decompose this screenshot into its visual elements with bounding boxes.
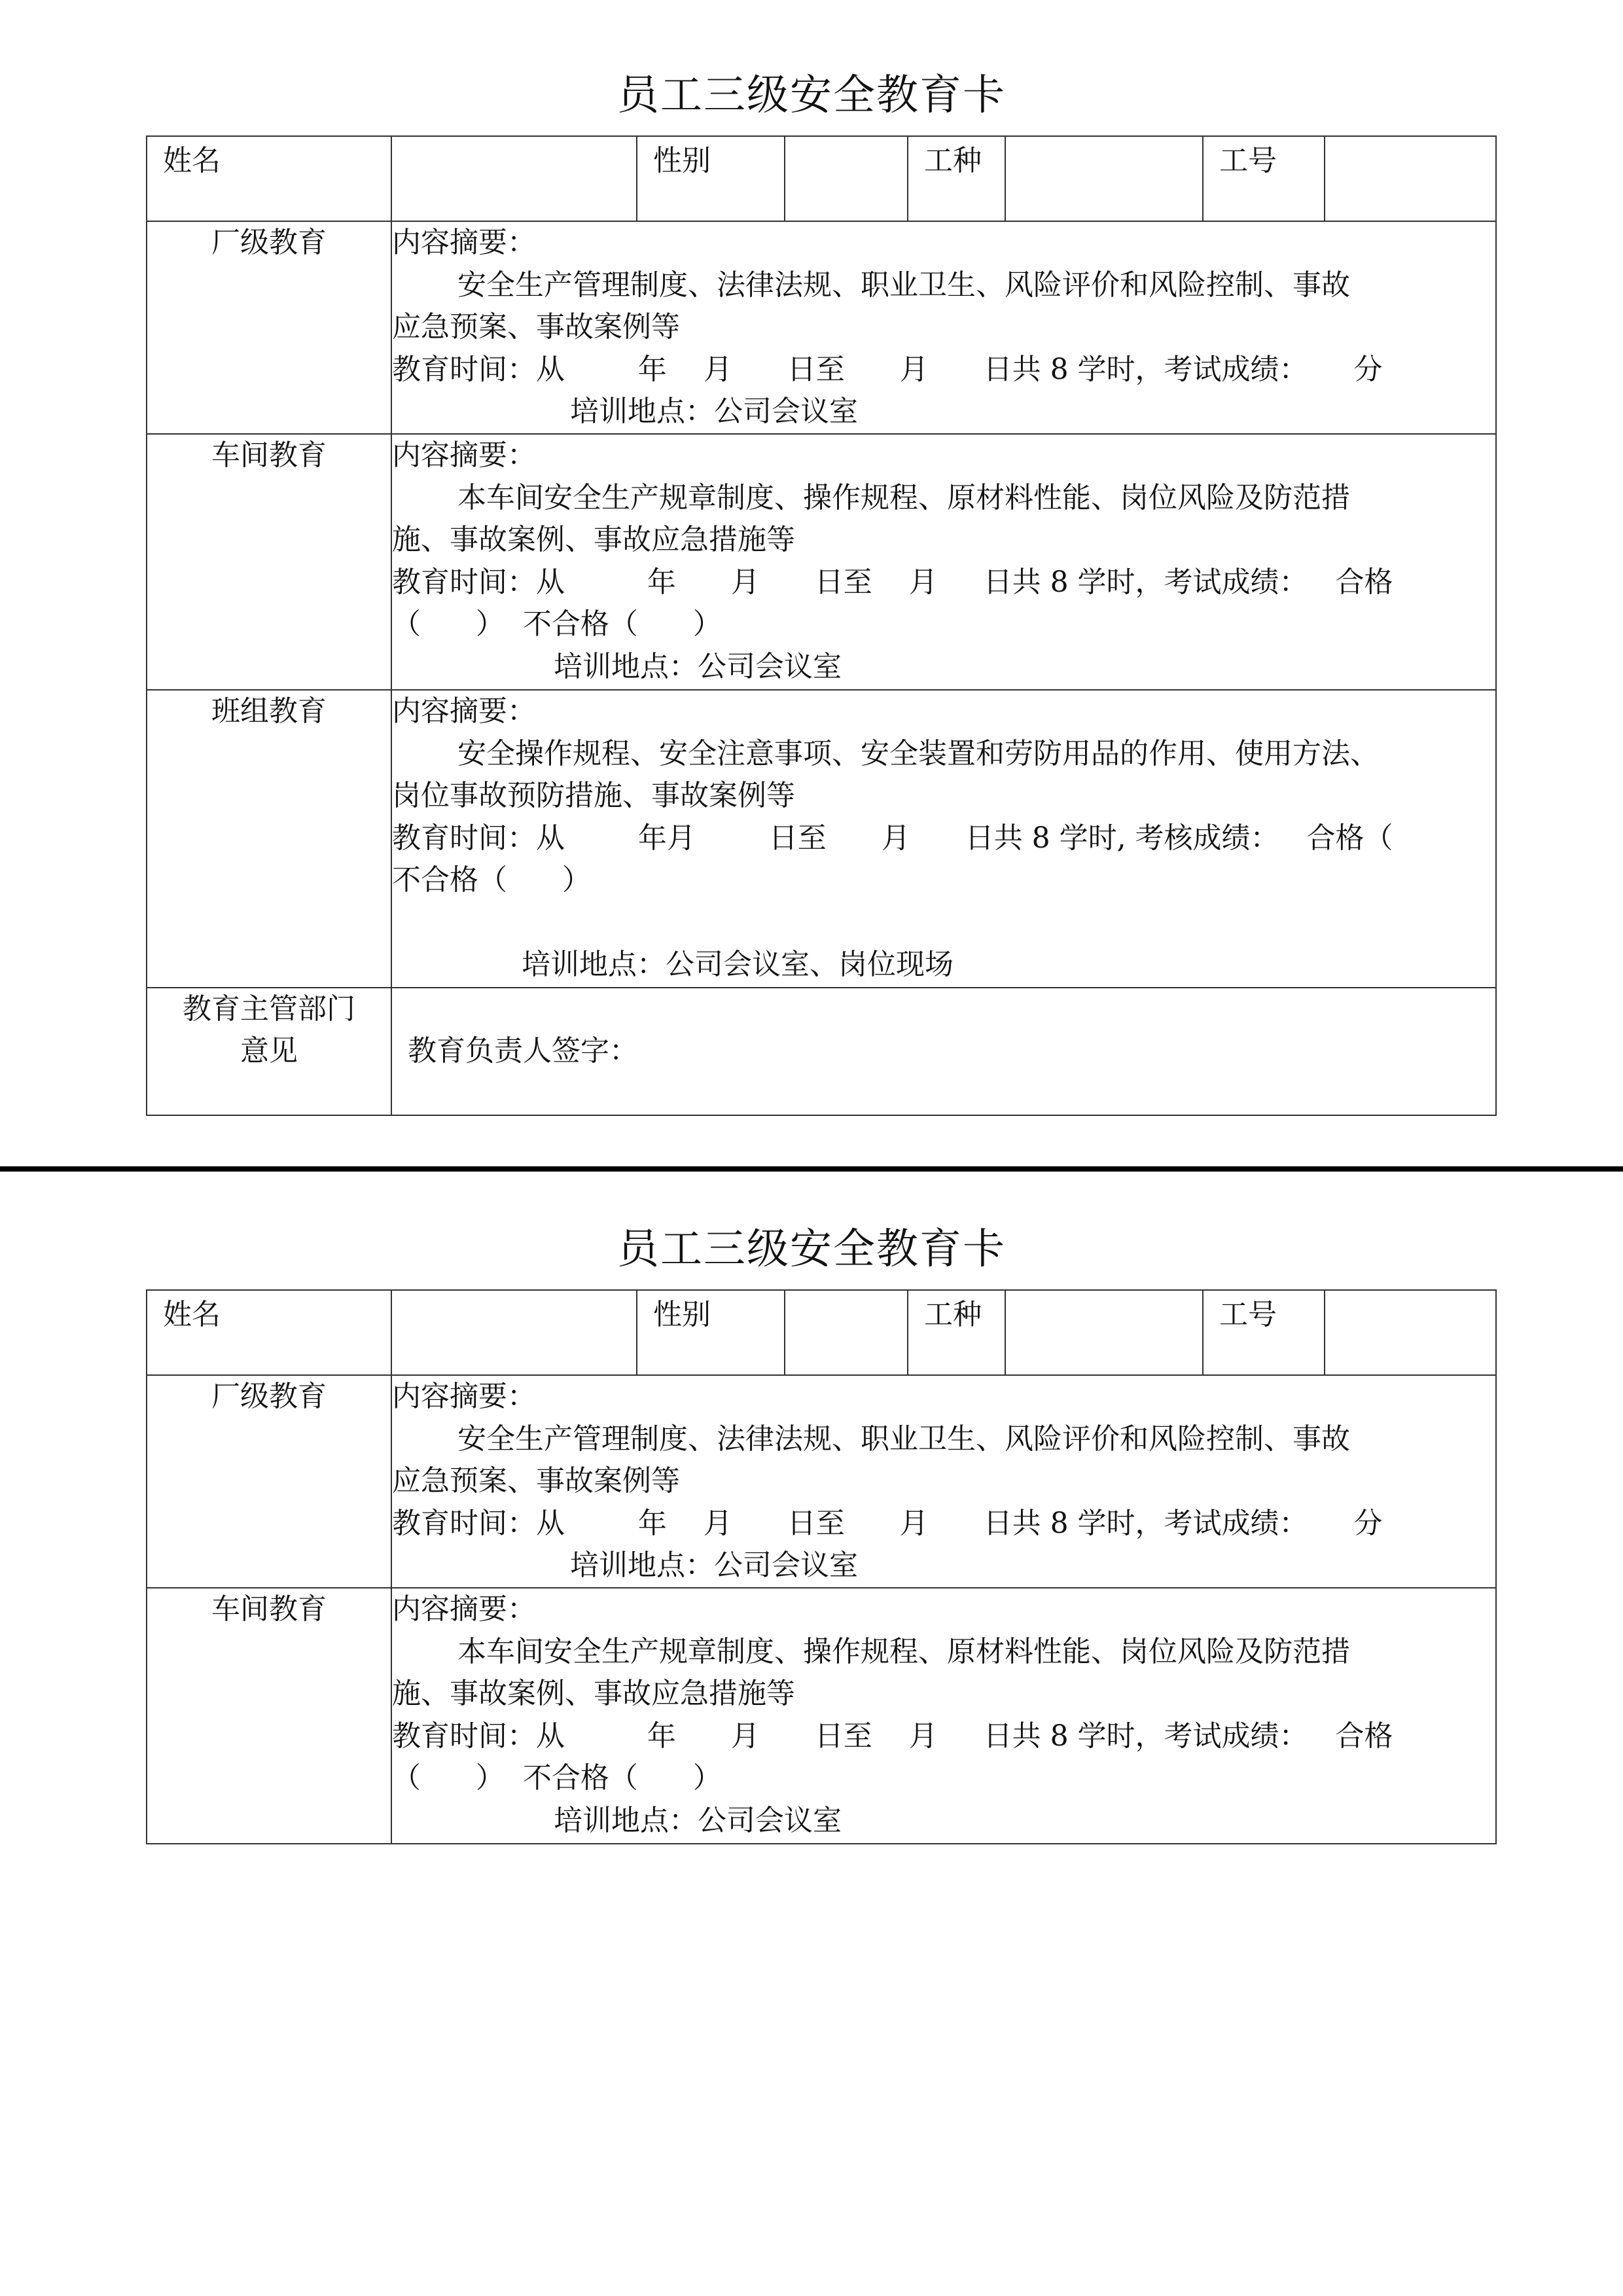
gender-field[interactable] xyxy=(785,136,908,221)
gender-field[interactable] xyxy=(785,1290,908,1375)
content-text: 安全生产管理制度、法律法规、职业卫生、风险评价和风险控制、事故 xyxy=(457,268,1350,302)
opinion-label xyxy=(147,988,391,1115)
education-time-line: 教育时间：从 年 月 日至 月 日共 8 学时，考试成绩： 分 xyxy=(392,352,1383,386)
content-text: 施、事故案例、事故应急措施等 xyxy=(392,1677,795,1710)
content-text: 岗位事故预防措施、事故案例等 xyxy=(392,779,795,812)
signature-label: 教育负责人签字： xyxy=(408,1034,638,1068)
training-place: 培训地点：公司会议室、岗位现场 xyxy=(522,947,954,981)
factory-education-content[interactable] xyxy=(391,221,1496,434)
name-field[interactable] xyxy=(391,136,637,221)
education-card-1 xyxy=(146,135,1495,1116)
training-place: 培训地点：公司会议室 xyxy=(554,1803,842,1837)
card-title: 员工三级安全教育卡 xyxy=(617,71,1006,120)
card-title: 员工三级安全教育卡 xyxy=(617,1225,1006,1274)
work-type-label-cell xyxy=(908,136,1005,221)
name-label: 姓名 xyxy=(163,1298,221,1331)
name-label-cell xyxy=(147,136,391,221)
result-line: （ ） 不合格（ ） xyxy=(392,607,722,641)
team-education-content[interactable] xyxy=(391,690,1496,988)
workshop-education-content[interactable] xyxy=(391,434,1496,690)
workshop-education-content[interactable] xyxy=(391,1588,1496,1844)
summary-label: 内容摘要： xyxy=(392,1380,536,1413)
employee-no-field[interactable] xyxy=(1325,1290,1496,1375)
gender-label-cell xyxy=(637,136,785,221)
opinion-label-line: 教育主管部门 xyxy=(183,992,355,1026)
content-text: 本车间安全生产规章制度、操作规程、原材料性能、岗位风险及防范措 xyxy=(457,1634,1350,1668)
summary-label: 内容摘要： xyxy=(392,226,536,259)
employee-no-label-cell xyxy=(1203,136,1325,221)
education-table xyxy=(146,135,1497,1116)
gender-label: 性别 xyxy=(653,1298,711,1331)
factory-education-label: 厂级教育 xyxy=(147,221,391,434)
result-line: 不合格（ ） xyxy=(392,863,591,897)
training-place: 培训地点：公司会议室 xyxy=(554,649,842,683)
name-field[interactable] xyxy=(391,1290,637,1375)
signature-cell[interactable] xyxy=(391,988,1496,1115)
work-type-label: 工种 xyxy=(924,144,982,177)
gender-label-cell xyxy=(637,1290,785,1375)
result-line: （ ） 不合格（ ） xyxy=(392,1761,722,1795)
employee-no-label: 工号 xyxy=(1219,1298,1277,1331)
content-text: 应急预案、事故案例等 xyxy=(392,310,680,344)
work-type-field[interactable] xyxy=(1005,136,1203,221)
work-type-label: 工种 xyxy=(924,1298,982,1331)
name-label: 姓名 xyxy=(163,144,221,177)
education-card-2 xyxy=(146,1289,1495,1844)
work-type-label-cell xyxy=(908,1290,1005,1375)
factory-education-label: 厂级教育 xyxy=(147,1375,391,1588)
education-table xyxy=(146,1289,1497,1844)
team-education-label: 班组教育 xyxy=(147,690,391,988)
training-place: 培训地点：公司会议室 xyxy=(570,1549,858,1582)
employee-no-label-cell xyxy=(1203,1290,1325,1375)
education-time-line: 教育时间：从 年月 日至 月 日共 8 学时, 考核成绩： 合格（ xyxy=(392,821,1393,855)
card-divider xyxy=(0,1166,1623,1172)
workshop-education-label: 车间教育 xyxy=(147,1588,391,1844)
summary-label: 内容摘要： xyxy=(392,1592,536,1626)
blank-line xyxy=(392,902,1495,944)
employee-no-label: 工号 xyxy=(1219,144,1277,177)
summary-label: 内容摘要： xyxy=(392,694,536,728)
name-label-cell xyxy=(147,1290,391,1375)
education-time-line: 教育时间：从 年 月 日至 月 日共 8 学时，考试成绩： 合格 xyxy=(392,1719,1393,1753)
work-type-field[interactable] xyxy=(1005,1290,1203,1375)
workshop-education-label: 车间教育 xyxy=(147,434,391,690)
content-text: 施、事故案例、事故应急措施等 xyxy=(392,523,795,556)
summary-label: 内容摘要： xyxy=(392,439,536,472)
content-text: 本车间安全生产规章制度、操作规程、原材料性能、岗位风险及防范措 xyxy=(457,480,1350,514)
content-text: 安全生产管理制度、法律法规、职业卫生、风险评价和风险控制、事故 xyxy=(457,1422,1350,1456)
training-place: 培训地点：公司会议室 xyxy=(570,395,858,428)
education-time-line: 教育时间：从 年 月 日至 月 日共 8 学时，考试成绩： 分 xyxy=(392,1506,1383,1540)
content-text: 应急预案、事故案例等 xyxy=(392,1464,680,1498)
gender-label: 性别 xyxy=(653,144,711,177)
education-time-line: 教育时间：从 年 月 日至 月 日共 8 学时，考试成绩： 合格 xyxy=(392,565,1393,599)
opinion-label-line: 意见 xyxy=(240,1034,298,1067)
content-text: 安全操作规程、安全注意事项、安全装置和劳防用品的作用、使用方法、 xyxy=(457,736,1379,770)
factory-education-content[interactable] xyxy=(391,1375,1496,1588)
employee-no-field[interactable] xyxy=(1325,136,1496,221)
